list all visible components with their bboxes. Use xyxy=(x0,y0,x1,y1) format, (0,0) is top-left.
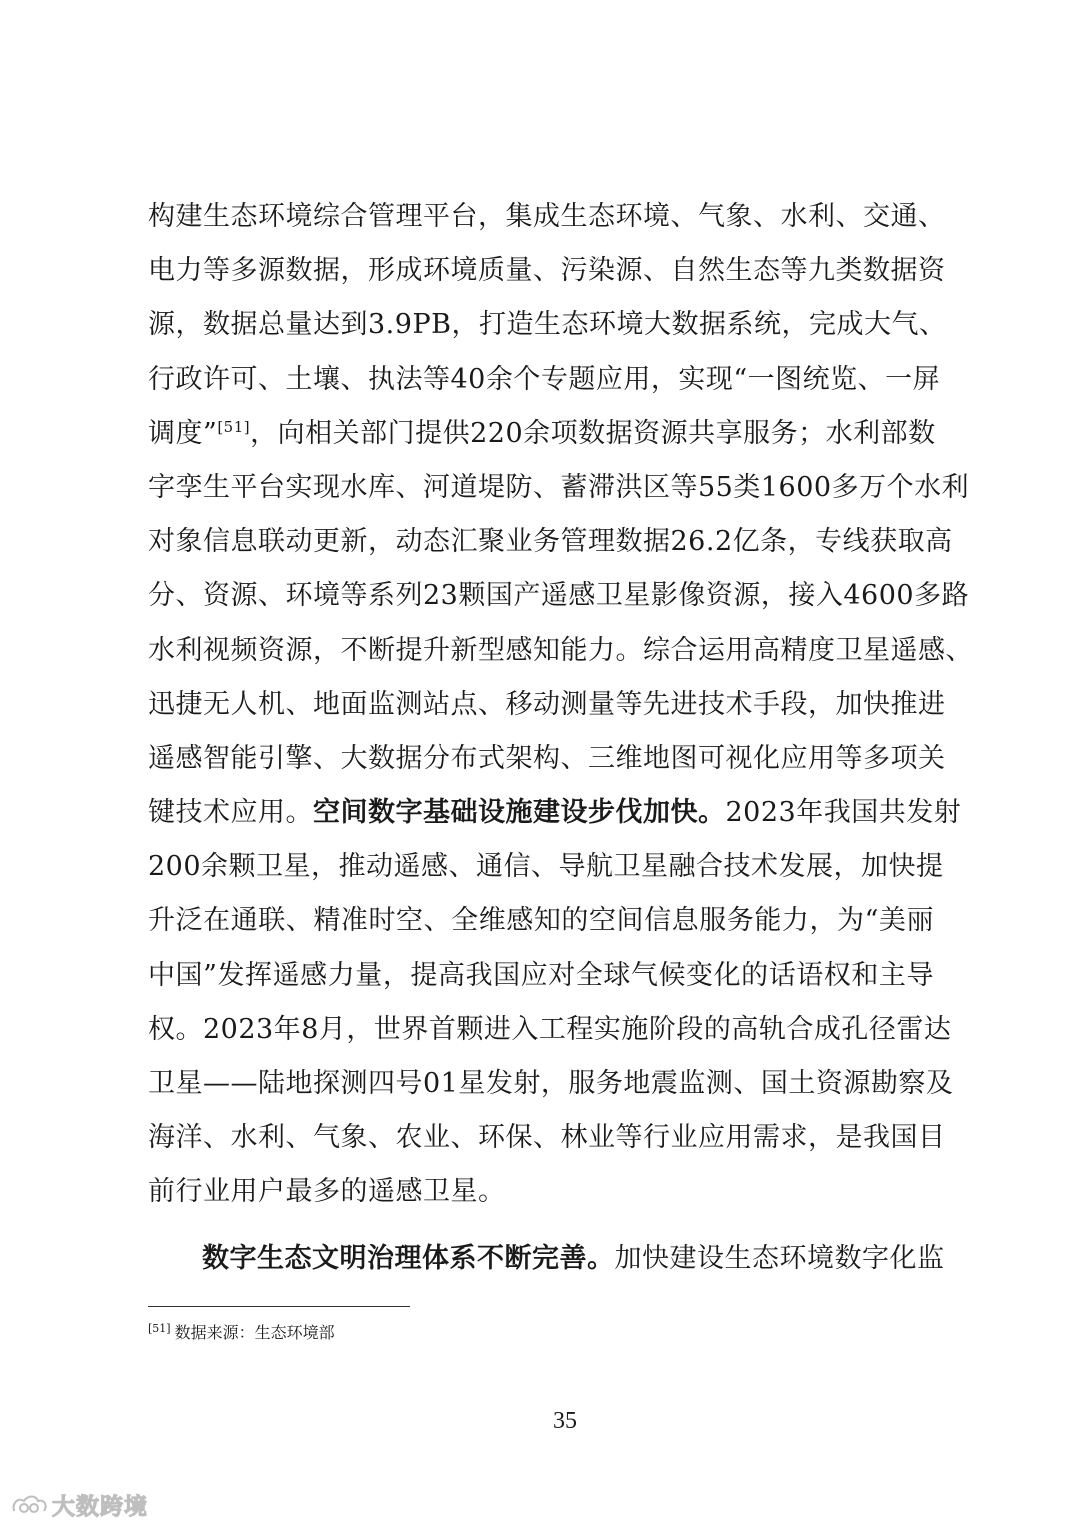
text-segment: 2023年我国共发射 xyxy=(725,797,962,829)
text-line xyxy=(148,949,934,1003)
text-segment: 遥感智能引擎、大数据分布式架构、三维地图可视化应用等多项关 xyxy=(148,742,946,774)
text-line xyxy=(148,786,962,840)
footnote-divider xyxy=(148,1306,410,1307)
text-segment: 海洋、水利、气象、农业、环保、林业等行业应用需求，是我国目 xyxy=(148,1122,946,1154)
text-line xyxy=(148,1111,946,1165)
text-segment: 对象信息联动更新，动态汇聚业务管理数据26.2亿条，专线获取高 xyxy=(148,526,953,558)
text-line xyxy=(148,298,947,352)
text-line xyxy=(148,569,970,623)
bold-heading-text: 空间数字基础设施建设步伐加快。 xyxy=(313,797,726,829)
text-line xyxy=(148,678,946,732)
text-line xyxy=(148,190,946,244)
text-line xyxy=(148,840,944,894)
text-line xyxy=(148,353,941,407)
text-segment: 升泛在通联、精准时空、全维感知的空间信息服务能力，为“美丽 xyxy=(148,905,934,937)
text-line xyxy=(148,732,946,786)
footnote-mark: [51] xyxy=(148,1321,171,1335)
text-segment: 键技术应用。 xyxy=(148,797,313,829)
text-segment: 200余颗卫星，推动遥感、通信、导航卫星融合技术发展，加快提 xyxy=(148,851,944,883)
bold-heading-text: 数字生态文明治理体系不断完善。 xyxy=(202,1242,615,1274)
page-number: 35 xyxy=(553,1408,577,1434)
text-line xyxy=(148,1232,945,1286)
footnote-text: 数据来源：生态环境部 xyxy=(174,1323,335,1342)
text-segment: 加快建设生态环境数字化监 xyxy=(614,1242,945,1274)
text-segment: 前行业用户最多的遥感卫星。 xyxy=(148,1176,506,1208)
text-line xyxy=(148,461,970,515)
text-line xyxy=(148,624,973,678)
text-segment: 分、资源、环境等系列23颗国产遥感卫星影像资源，接入4600多路 xyxy=(148,580,970,612)
text-line xyxy=(148,407,934,461)
footnote xyxy=(148,1322,335,1344)
body-text xyxy=(148,190,973,1286)
footnote-reference: [51] xyxy=(217,417,251,436)
text-segment: 字孪生平台实现水库、河道堤防、蓄滞洪区等55类1600多万个水利 xyxy=(148,471,970,503)
text-segment: 中国”发挥遥感力量，提高我国应对全球气候变化的话语权和主导 xyxy=(148,959,934,991)
logo-icon xyxy=(10,1491,50,1519)
text-line xyxy=(148,515,953,569)
watermark xyxy=(10,1488,148,1521)
text-line xyxy=(148,1165,934,1219)
text-line xyxy=(148,244,946,298)
watermark-text: 大数跨境 xyxy=(52,1494,148,1520)
text-line xyxy=(148,894,934,948)
paragraph-gap xyxy=(148,1220,934,1232)
text-line xyxy=(148,1057,954,1111)
text-line xyxy=(148,1003,952,1057)
text-segment: 行政许可、土壤、执法等40余个专题应用，实现“一图统览、一屏 xyxy=(148,363,941,395)
text-segment: 源，数据总量达到3.9PB，打造生态环境大数据系统，完成大气、 xyxy=(148,309,947,341)
text-segment: 构建生态环境综合管理平台，集成生态环境、气象、水利、交通、 xyxy=(148,201,946,232)
text-segment: ，向相关部门提供220余项数据资源共享服务；水利部数 xyxy=(250,417,936,449)
text-segment: 卫星——陆地探测四号01星发射，服务地震监测、国土资源勘察及 xyxy=(148,1068,954,1099)
text-segment: 水利视频资源，不断提升新型感知能力。综合运用高精度卫星遥感、 xyxy=(148,634,973,666)
text-segment: 迅捷无人机、地面监测站点、移动测量等先进技术手段，加快推进 xyxy=(148,688,946,720)
text-segment: 电力等多源数据，形成环境质量、污染源、自然生态等九类数据资 xyxy=(148,255,946,287)
text-segment: 调度” xyxy=(148,417,218,449)
text-segment: 权。2023年8月，世界首颗进入工程实施阶段的高轨合成孔径雷达 xyxy=(148,1013,952,1045)
